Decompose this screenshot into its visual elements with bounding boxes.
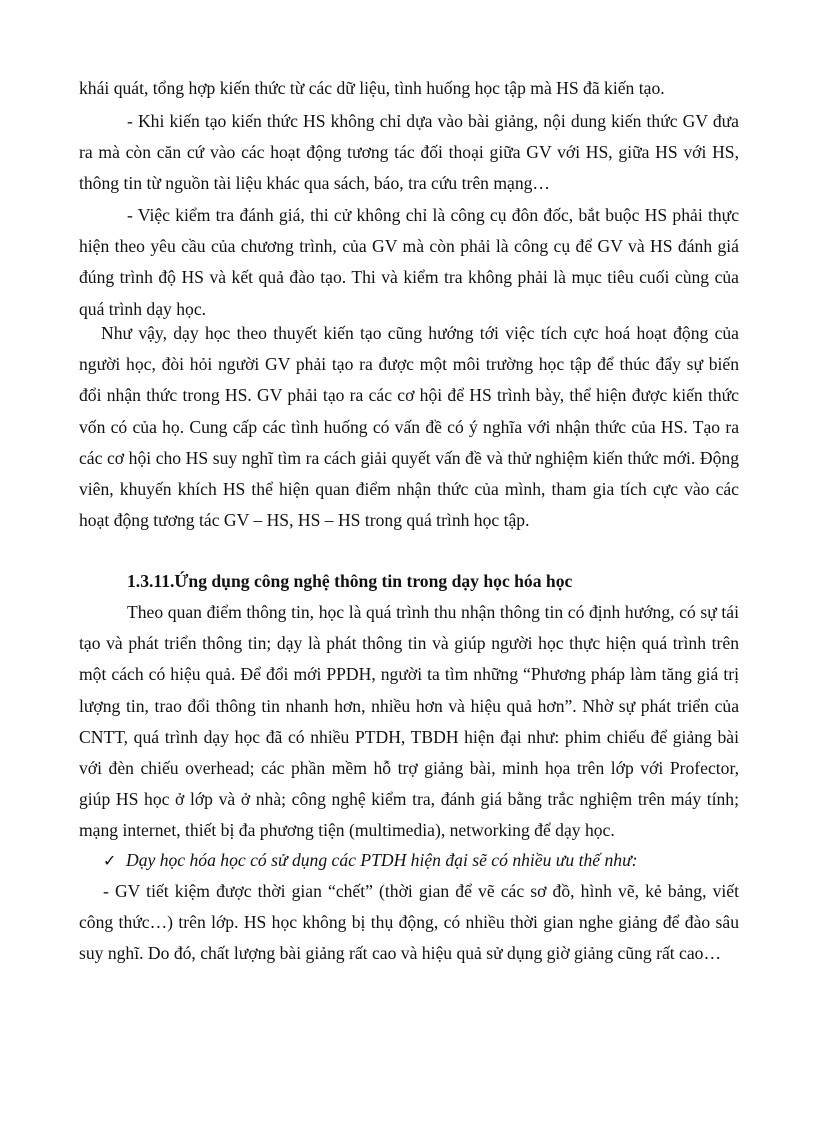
intro-text-line: khái quát, tổng hợp kiến thức từ các dữ liệu, tình huống học tập mà HS đã kiến tạo. xyxy=(79,78,665,98)
bullet-assessment: - Việc kiểm tra đánh giá, thi cử không chỉ là công cụ đôn đốc, bắt buộc HS phải thực hiện theo yêu cầu của chương trình, của GV mà còn phải là công cụ để GV và HS đánh giá đúng trình độ HS và kết quả đào tạo. Thi và kiểm tra không phải là mục tiêu cuối cùng của quá trình dạy học. xyxy=(79,205,739,319)
check-icon: ✓ xyxy=(103,851,117,870)
advantages-heading-text: Dạy học hóa học có sử dụng các PTDH hiện đại sẽ có nhiều ưu thế như: xyxy=(126,850,638,870)
advantages-heading xyxy=(103,845,763,876)
paragraph-constructivism: Như vậy, dạy học theo thuyết kiến tạo cũng hướng tới việc tích cực hoá hoạt động của người học, đòi hỏi người GV phải tạo ra được một môi trường học tập để thúc đẩy sự biến đổi nhận thức trong HS. GV phải tạo ra các cơ hội để HS trình bày, thể hiện được kiến thức vốn có của họ. Cung cấp các tình huống có vấn đề có ý nghĩa với nhận thức của HS. Tạo ra các cơ hội cho HS suy nghĩ tìm ra cách giải quyết vấn đề và thử nghiệm kiến thức mới. Động viên, khuyến khích HS thể hiện quan điểm nhận thức của mình, tham gia tích cực vào các hoạt động tương tác GV – HS, HS – HS trong quá trình học tập. xyxy=(79,323,739,531)
paragraph-information-technology: Theo quan điểm thông tin, học là quá trình thu nhận thông tin có định hướng, có sự tái tạo và phát triển thông tin; dạy là phát thông tin và giúp người học thực hiện quá trình trên một cách có hiệu quả. Để đổi mới PPDH, người ta tìm những “Phương pháp làm tăng giá trị lượng tin, trao đổi thông tin nhanh hơn, nhiều hơn và hiệu quả hơn”. Nhờ sự phát triển của CNTT, quá trình dạy học đã có nhiều PTDH, TBDH hiện đại như: phim chiếu để giảng bài với đèn chiếu overhead; các phần mềm hỗ trợ giảng bài, minh họa trên lớp với Profector, giúp HS học ở lớp và ở nhà; công nghệ kiểm tra, đánh giá bằng trắc nghiệm trên máy tính; mạng internet, thiết bị đa phương tiện (multimedia), networking để dạy học. xyxy=(79,602,739,841)
bullet-knowledge-construction: - Khi kiến tạo kiến thức HS không chỉ dựa vào bài giảng, nội dung kiến thức GV đưa ra mà còn căn cứ vào các hoạt động tương tác đối thoại giữa GV với HS, giữa HS với HS, thông tin từ nguồn tài liệu khác qua sách, báo, tra cứu trên mạng… xyxy=(79,111,739,194)
section-heading-it-in-chemistry: 1.3.11.Ứng dụng công nghệ thông tin trong dạy học hóa học xyxy=(127,571,573,591)
advantage-list-item: - GV tiết kiệm được thời gian “chết” (thời gian để vẽ các sơ đồ, hình vẽ, kẻ bảng, viết công thức…) trên lớp. HS học không bị thụ động, có nhiều thời gian nghe giảng để đào sâu suy nghĩ. Do đó, chất lượng bài giảng rất cao và hiệu quả sử dụng giờ giảng cũng rất cao… xyxy=(79,881,739,964)
